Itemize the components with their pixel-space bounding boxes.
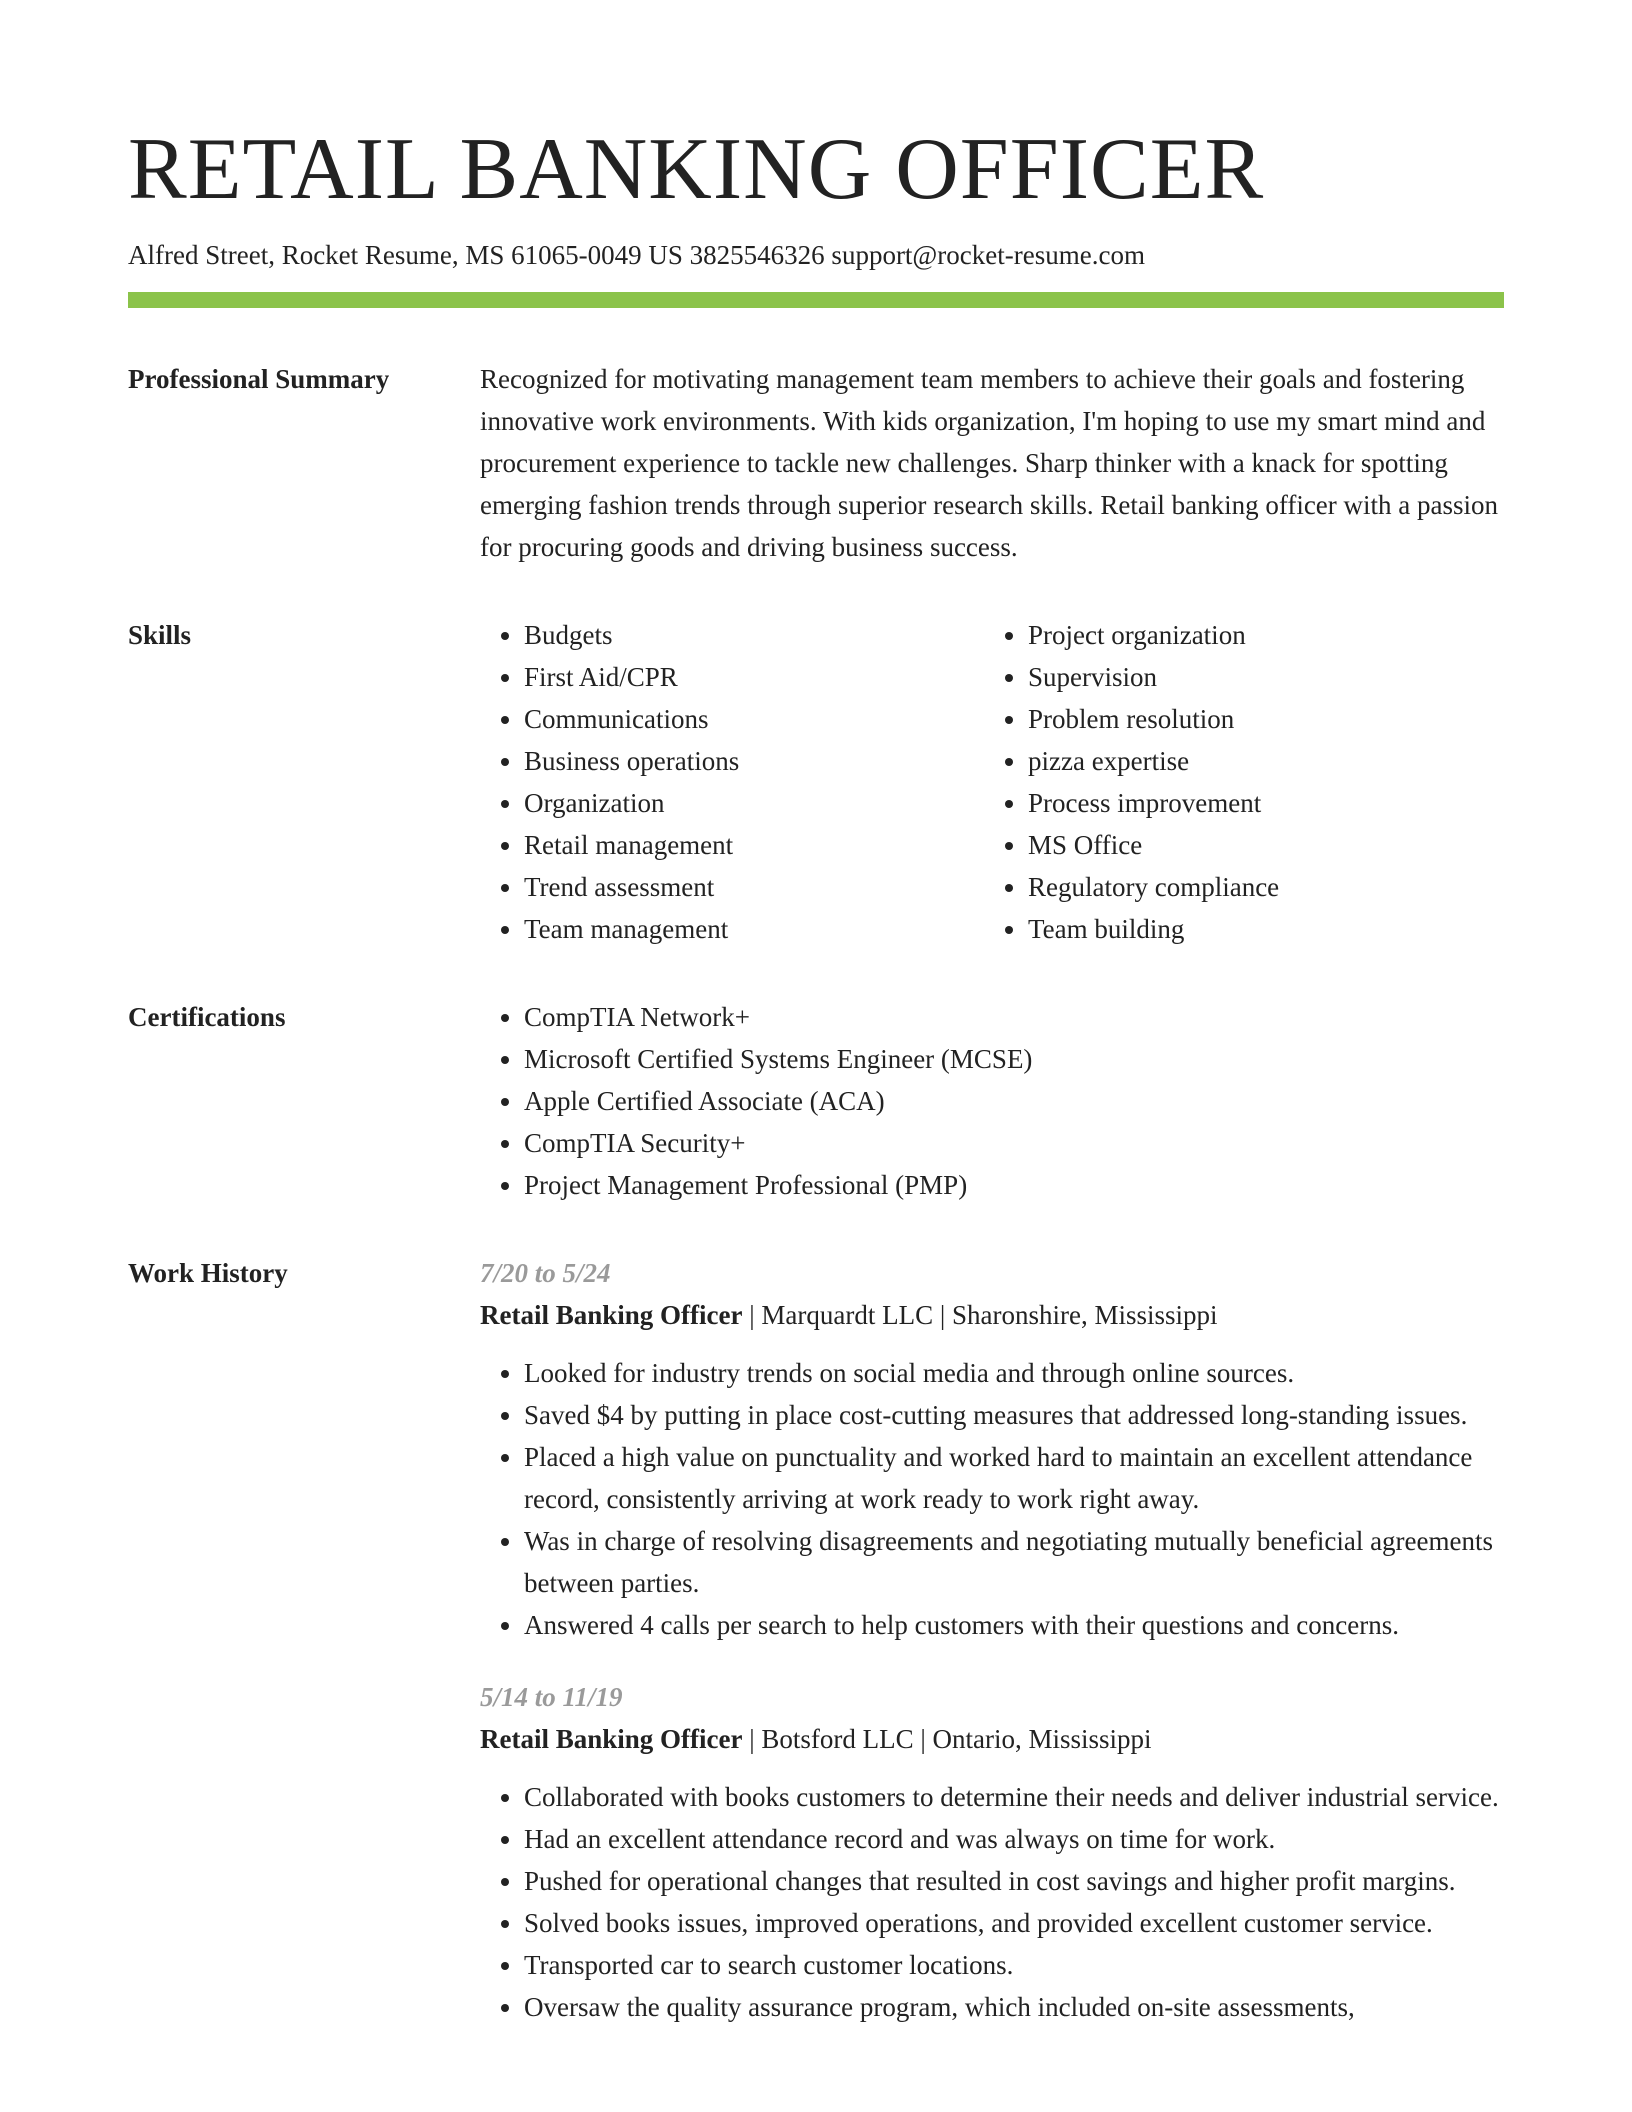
certifications-section [128,996,1504,1206]
skills-section [128,614,1504,950]
job-bullet: • Collaborated with books customers to determine their needs and deliver industrial service. [524,1776,1504,1818]
skill-item: • pizza expertise [1028,740,1488,782]
skill-item: • Team management [524,908,984,950]
skill-item: • Team building [1028,908,1488,950]
job-bullet: • Transported car to search customer locations. [524,1944,1504,1986]
skill-item: • Communications [524,698,984,740]
skills-list-left [480,614,984,950]
certifications-list [480,996,1504,1206]
skill-item: • Trend assessment [524,866,984,908]
certifications-heading: Certifications [128,1002,286,1032]
skill-item: • Problem resolution [1028,698,1488,740]
job-title: Retail Banking Officer [480,1724,743,1754]
skill-item: • First Aid/CPR [524,656,984,698]
summary-section [128,358,1504,568]
skill-item: • Business operations [524,740,984,782]
certification-item: • CompTIA Security+ [524,1122,1504,1164]
skill-item: • Organization [524,782,984,824]
certification-item: • Microsoft Certified Systems Engineer (MCSE) [524,1038,1504,1080]
job-bullet: • Pushed for operational changes that resulted in cost savings and higher profit margins. [524,1860,1504,1902]
job-title: Retail Banking Officer [480,1300,743,1330]
skill-item: • MS Office [1028,824,1488,866]
job-bullet: • Was in charge of resolving disagreements and negotiating mutually beneficial agreements between parties. [524,1520,1504,1604]
job-bullets [480,1776,1504,2028]
job-bullets [480,1352,1504,1646]
skill-item: • Regulatory compliance [1028,866,1488,908]
skill-item: • Process improvement [1028,782,1488,824]
job-title-line [480,1294,1504,1336]
skill-item: • Project organization [1028,614,1488,656]
certification-item: • CompTIA Network+ [524,996,1504,1038]
resume-page [128,120,1504,2058]
accent-divider [128,292,1504,308]
job-dates: 7/20 to 5/24 [480,1258,611,1288]
job-bullet: • Solved books issues, improved operations, and provided excellent customer service. [524,1902,1504,1944]
job-bullet: • Placed a high value on punctuality and worked hard to maintain an excellent attendance record, consistently arriving at work ready to work right away. [524,1436,1504,1520]
job-dates: 5/14 to 11/19 [480,1682,623,1712]
job-bullet: • Had an excellent attendance record and was always on time for work. [524,1818,1504,1860]
skill-item: • Retail management [524,824,984,866]
skill-item: • Supervision [1028,656,1488,698]
job-bullet: • Oversaw the quality assurance program, which included on-site assessments, [524,1986,1504,2028]
resume-name: RETAIL BANKING OFFICER [128,121,1265,218]
job-title-line [480,1718,1504,1760]
skill-item: • Budgets [524,614,984,656]
job-bullet: • Looked for industry trends on social media and through online sources. [524,1352,1504,1394]
skills-heading: Skills [128,620,192,650]
job-bullet: • Answered 4 calls per search to help customers with their questions and concerns. [524,1604,1504,1646]
summary-heading: Professional Summary [128,364,390,394]
summary-text: Recognized for motivating management team members to achieve their goals and fostering innovative work environments. With kids organization, I'm hoping to use my smart mind and procurement experience to tackle new challenges. Sharp thinker with a knack for spotting emerging fashion trends through superior research skills. Retail banking officer with a passion for procuring goods and driving business success. [480,364,1499,562]
work-history-section [128,1252,1504,2058]
certification-item: • Apple Certified Associate (ACA) [524,1080,1504,1122]
certification-item: • Project Management Professional (PMP) [524,1164,1504,1206]
contact-line: Alfred Street, Rocket Resume, MS 61065-0049 US 3825546326 support@rocket-resume.com [128,240,1145,270]
job-bullet: • Saved $4 by putting in place cost-cutting measures that addressed long-standing issues. [524,1394,1504,1436]
work-history-heading: Work History [128,1258,288,1288]
job-employer-location: | Marquardt LLC | Sharonshire, Mississippi [742,1300,1218,1330]
skills-list-right [984,614,1488,950]
job-employer-location: | Botsford LLC | Ontario, Mississippi [742,1724,1152,1754]
job-entry [480,1252,1504,1646]
job-entry [480,1676,1504,2028]
